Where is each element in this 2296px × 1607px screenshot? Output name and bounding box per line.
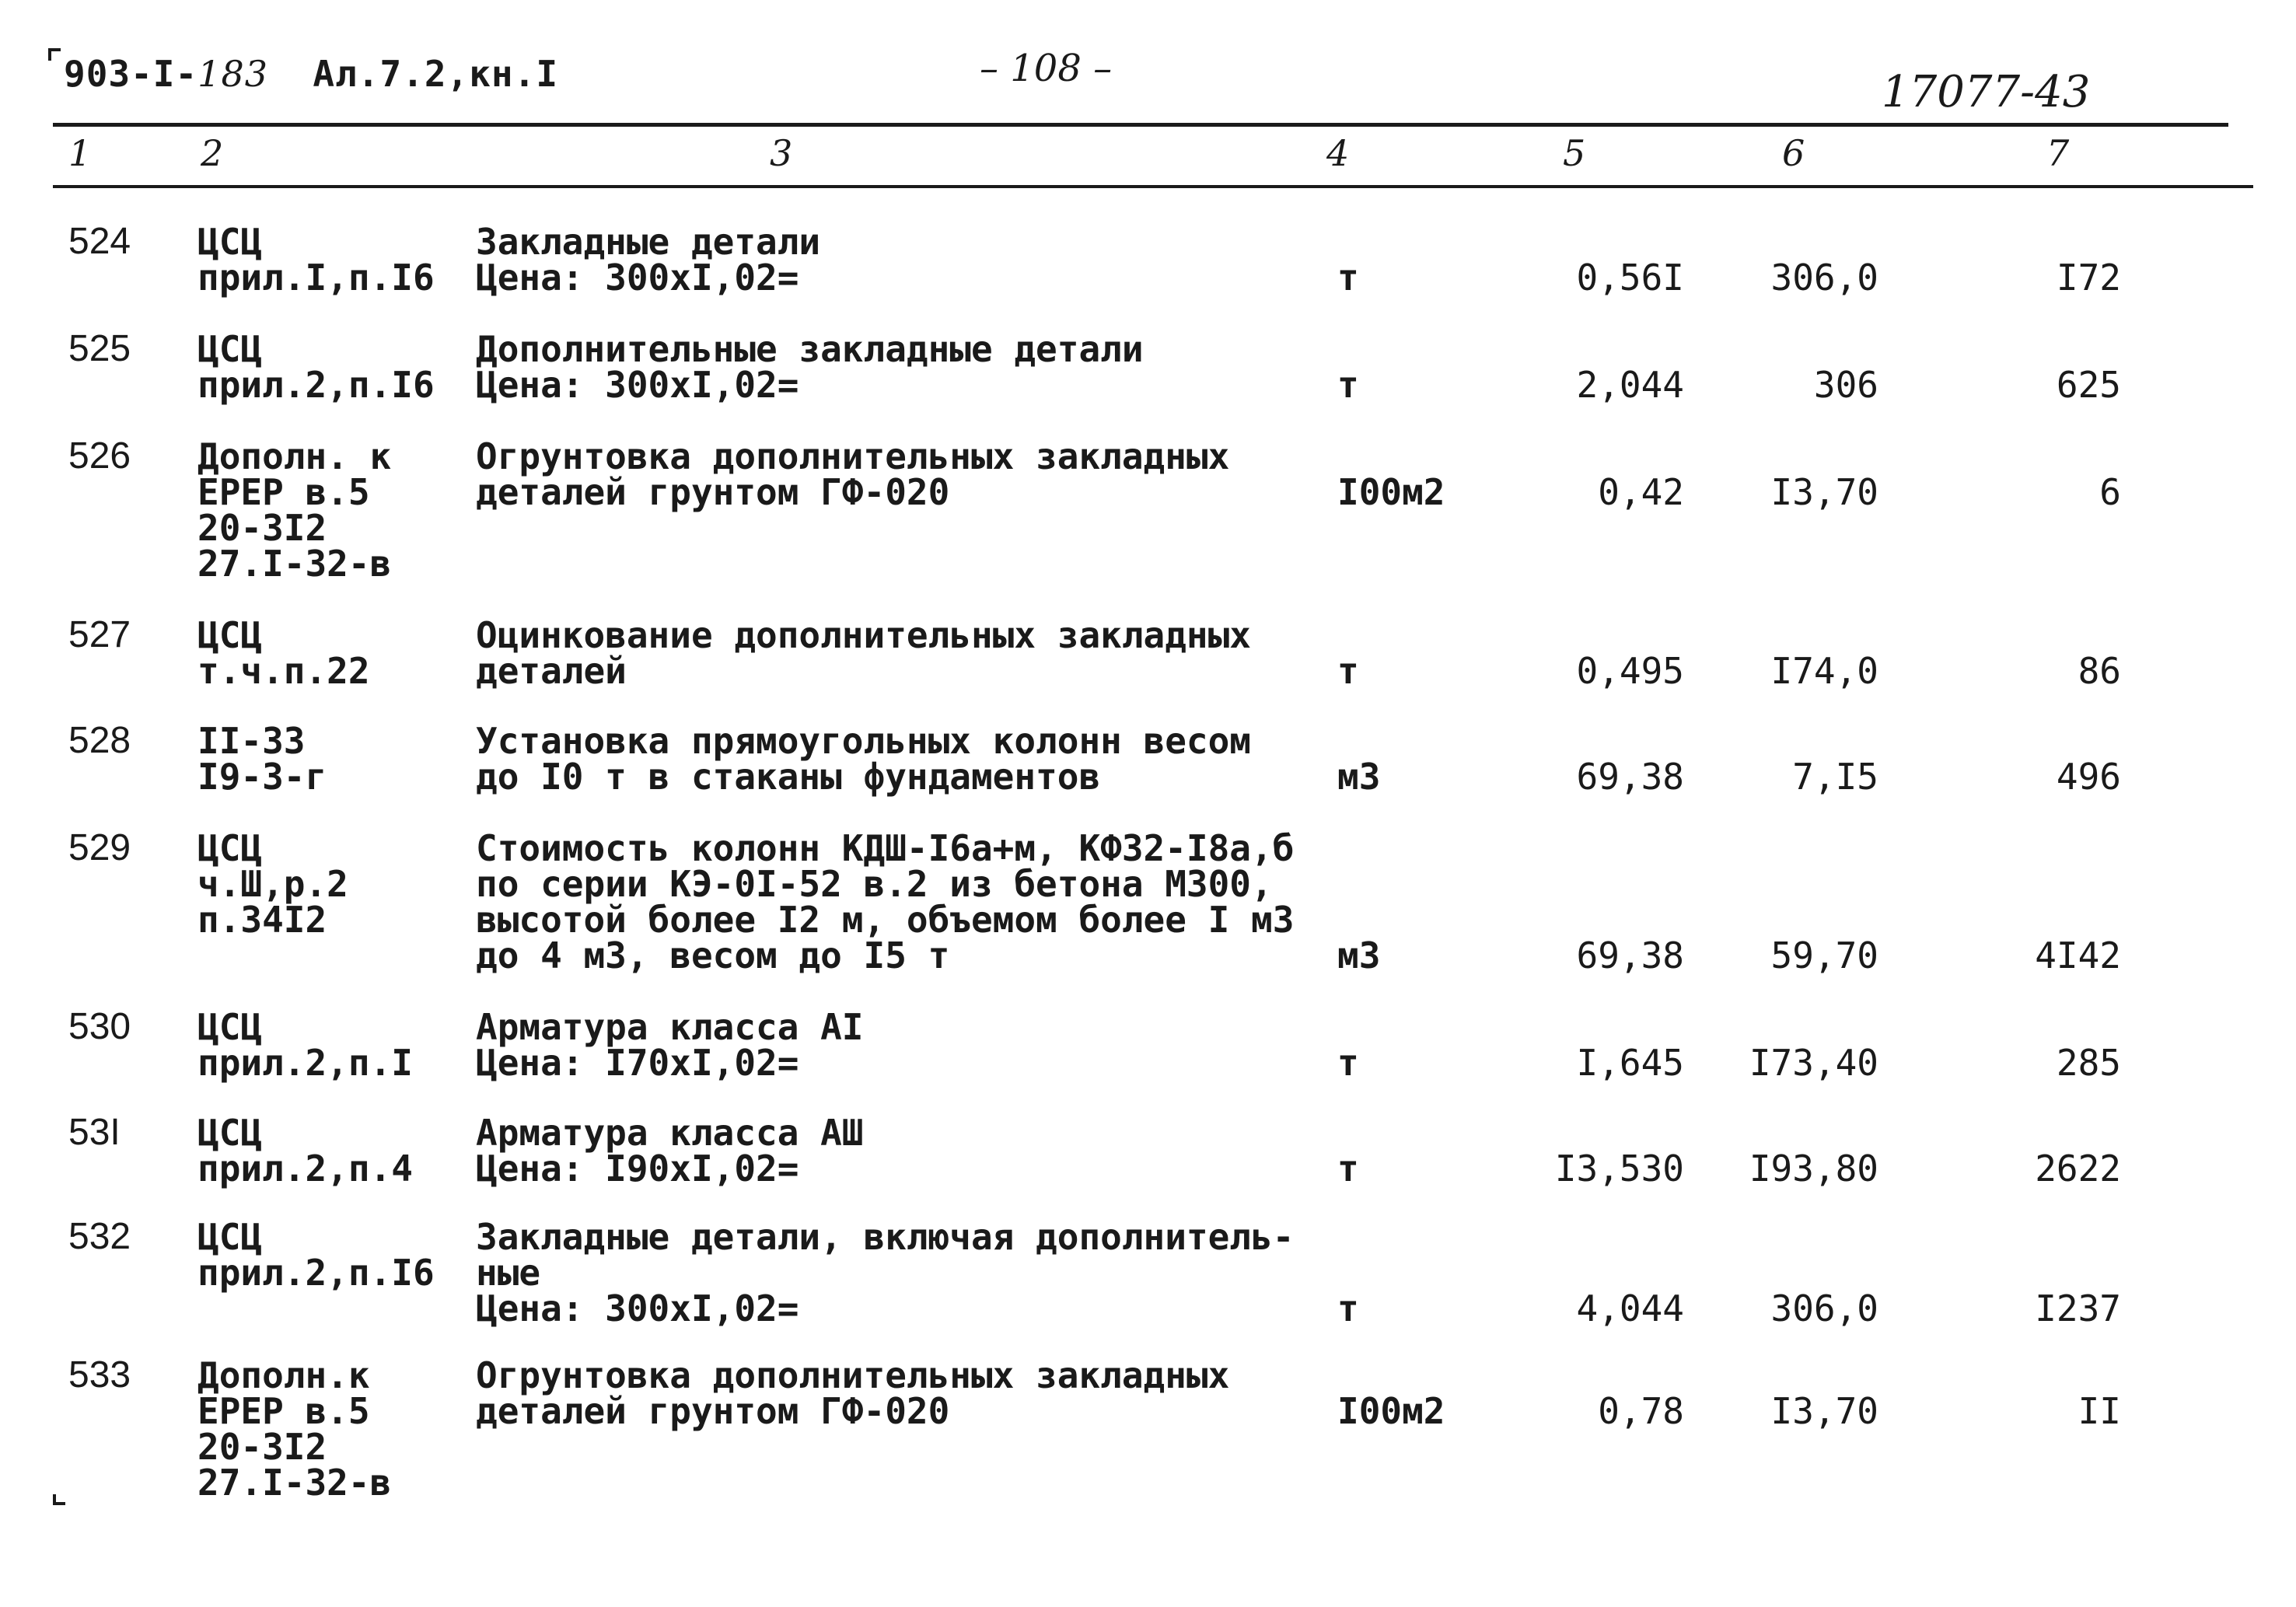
unit-of-measure: м3 — [1337, 935, 1381, 976]
total-cost: 625 — [2056, 364, 2121, 406]
quantity: 69,38 — [1576, 935, 1684, 976]
price-reference-line: ЦСЦ — [197, 827, 263, 869]
unit-price: 59,70 — [1770, 935, 1878, 976]
total-cost: II — [2078, 1390, 2121, 1432]
unit-price: I3,70 — [1770, 471, 1878, 513]
price-reference-line: ЦСЦ — [197, 1006, 263, 1048]
document-code-handwritten: 183 — [197, 53, 268, 95]
work-description-line: деталей — [476, 650, 627, 692]
row-number: 530 — [68, 1006, 131, 1047]
unit-price: 306 — [1813, 364, 1878, 406]
row-number: 526 — [68, 435, 131, 477]
unit-price: 306,0 — [1770, 1287, 1878, 1329]
column-header-6: 6 — [1782, 132, 1805, 174]
row-number: 527 — [68, 614, 131, 655]
price-reference-line: ч.Ш,р.2 — [197, 863, 348, 905]
quantity: 69,38 — [1576, 756, 1684, 798]
price-reference — [197, 720, 327, 798]
work-description-line: по серии КЭ-0I-52 в.2 из бетона М300, — [476, 863, 1273, 905]
work-description-line: высотой более I2 м, объемом более I м3 — [476, 899, 1295, 941]
work-description-line: Закладные детали — [476, 221, 821, 263]
price-reference-line: п.34I2 — [197, 899, 327, 941]
unit-price: I74,0 — [1770, 650, 1878, 692]
row-number: 524 — [68, 221, 131, 262]
price-reference-line: прил.2,п.I — [197, 1042, 413, 1084]
work-description-line: Закладные детали, включая дополнитель- — [476, 1216, 1295, 1258]
total-cost: 2622 — [2035, 1148, 2121, 1190]
work-description-line: Цена: 300хI,02= — [476, 1287, 799, 1329]
column-header-3: 3 — [770, 132, 793, 174]
work-description — [476, 1006, 864, 1084]
work-description-line: Дополнительные закладные детали — [476, 328, 1144, 370]
unit-price: 306,0 — [1770, 257, 1878, 299]
work-description-line: Установка прямоугольных колонн весом — [476, 720, 1251, 762]
column-header-5: 5 — [1563, 132, 1586, 174]
work-description-line: Цена: 300хI,02= — [476, 257, 799, 299]
price-reference-line: II-33 — [197, 720, 306, 762]
column-header-4: 4 — [1326, 132, 1350, 174]
price-reference — [197, 1354, 392, 1504]
column-header-7: 7 — [2046, 132, 2070, 174]
quantity: I3,530 — [1554, 1148, 1684, 1190]
unit-price: I73,40 — [1749, 1042, 1878, 1084]
quantity: 0,78 — [1598, 1390, 1684, 1432]
price-reference-line: прил.2,п.4 — [197, 1148, 413, 1190]
price-reference-line: прил.2,п.I6 — [197, 364, 435, 406]
total-cost: 6 — [2099, 471, 2121, 513]
row-number: 529 — [68, 827, 131, 868]
price-reference-line: ЕРЕР в.5 — [197, 1390, 370, 1432]
work-description — [476, 614, 1251, 692]
quantity: 0,56I — [1576, 257, 1684, 299]
work-description — [476, 1216, 1295, 1329]
work-description — [476, 435, 1230, 513]
price-reference-line: ЕРЕР в.5 — [197, 471, 370, 513]
row-number: 528 — [68, 720, 131, 761]
work-description-line: деталей грунтом ГФ-020 — [476, 1390, 950, 1432]
quantity: 0,42 — [1598, 471, 1684, 513]
quantity: I,645 — [1576, 1042, 1684, 1084]
work-description — [476, 221, 821, 299]
unit-of-measure: т — [1337, 1287, 1359, 1329]
corner-mark-bottom-left — [53, 1494, 65, 1505]
price-reference — [197, 827, 348, 941]
document-code-typed: 903-I- — [64, 53, 198, 95]
unit-price: I3,70 — [1770, 1390, 1878, 1432]
row-number: 533 — [68, 1354, 131, 1396]
work-description-line: Огрунтовка дополнительных закладных — [476, 1354, 1230, 1396]
corner-mark-top-left — [48, 48, 61, 61]
sheet-number: 17077-43 — [1882, 67, 2091, 117]
row-number: 53I — [68, 1112, 121, 1153]
quantity: 2,044 — [1576, 364, 1684, 406]
work-description — [476, 1112, 864, 1190]
work-description-line: ные — [476, 1252, 541, 1294]
unit-of-measure: т — [1337, 1042, 1359, 1084]
price-reference — [197, 435, 392, 585]
price-reference-line: ЦСЦ — [197, 221, 263, 263]
work-description-line: Оцинкование дополнительных закладных — [476, 614, 1251, 656]
work-description-line: Цена: 300хI,02= — [476, 364, 799, 406]
row-number: 532 — [68, 1216, 131, 1257]
work-description-line: Арматура класса АI — [476, 1006, 864, 1048]
album-reference: Ал.7.2,кн.I — [313, 53, 559, 95]
price-reference-line: 27.I-32-в — [197, 1462, 392, 1504]
price-reference-line: ЦСЦ — [197, 614, 263, 656]
price-reference-line: Дополн.к — [197, 1354, 370, 1396]
price-reference — [197, 328, 435, 406]
price-reference — [197, 1112, 413, 1190]
unit-of-measure: I00м2 — [1337, 471, 1445, 513]
unit-price: I93,80 — [1749, 1148, 1878, 1190]
header-rule-top — [53, 123, 2228, 127]
price-reference-line: I9-3-г — [197, 756, 327, 798]
work-description-line: Цена: I90хI,02= — [476, 1148, 799, 1190]
column-header-1: 1 — [68, 132, 92, 174]
total-cost: I72 — [2056, 257, 2121, 299]
unit-of-measure: т — [1337, 1148, 1359, 1190]
price-reference — [197, 221, 435, 299]
unit-of-measure: т — [1337, 364, 1359, 406]
work-description — [476, 1354, 1230, 1432]
price-reference-line: прил.I,п.I6 — [197, 257, 435, 299]
work-description — [476, 328, 1144, 406]
unit-of-measure: I00м2 — [1337, 1390, 1445, 1432]
price-reference-line: ЦСЦ — [197, 1216, 263, 1258]
price-reference-line: ЦСЦ — [197, 328, 263, 370]
unit-of-measure: т — [1337, 257, 1359, 299]
total-cost: I237 — [2035, 1287, 2121, 1329]
quantity: 4,044 — [1576, 1287, 1684, 1329]
price-reference — [197, 1216, 435, 1294]
price-reference-line: 20-3I2 — [197, 507, 327, 549]
work-description-line: до I0 т в стаканы фундаментов — [476, 756, 1101, 798]
unit-price: 7,I5 — [1792, 756, 1878, 798]
unit-of-measure: т — [1337, 650, 1359, 692]
work-description-line: до 4 м3, весом до I5 т — [476, 935, 950, 976]
price-reference-line: ЦСЦ — [197, 1112, 263, 1154]
total-cost: 4I42 — [2035, 935, 2121, 976]
total-cost: 285 — [2056, 1042, 2121, 1084]
unit-of-measure: м3 — [1337, 756, 1381, 798]
work-description-line: Арматура класса АШ — [476, 1112, 864, 1154]
price-reference-line: Дополн. к — [197, 435, 392, 477]
price-reference — [197, 1006, 413, 1084]
price-reference-line: 27.I-32-в — [197, 543, 392, 585]
work-description-line: Стоимость колонн КДШ-I6а+м, КФ32-I8а,б — [476, 827, 1295, 869]
header-rule-bottom — [53, 185, 2253, 188]
document-code — [64, 53, 558, 95]
price-reference-line: 20-3I2 — [197, 1426, 327, 1468]
work-description — [476, 720, 1251, 798]
page-number: – 108 – — [980, 47, 1113, 90]
work-description-line: Цена: I70хI,02= — [476, 1042, 799, 1084]
row-number: 525 — [68, 328, 131, 369]
work-description-line: деталей грунтом ГФ-020 — [476, 471, 950, 513]
work-description-line: Огрунтовка дополнительных закладных — [476, 435, 1230, 477]
total-cost: 496 — [2056, 756, 2121, 798]
column-header-2: 2 — [201, 132, 224, 174]
total-cost: 86 — [2078, 650, 2121, 692]
work-description — [476, 827, 1295, 976]
price-reference — [197, 614, 370, 692]
price-reference-line: т.ч.п.22 — [197, 650, 370, 692]
price-reference-line: прил.2,п.I6 — [197, 1252, 435, 1294]
quantity: 0,495 — [1576, 650, 1684, 692]
